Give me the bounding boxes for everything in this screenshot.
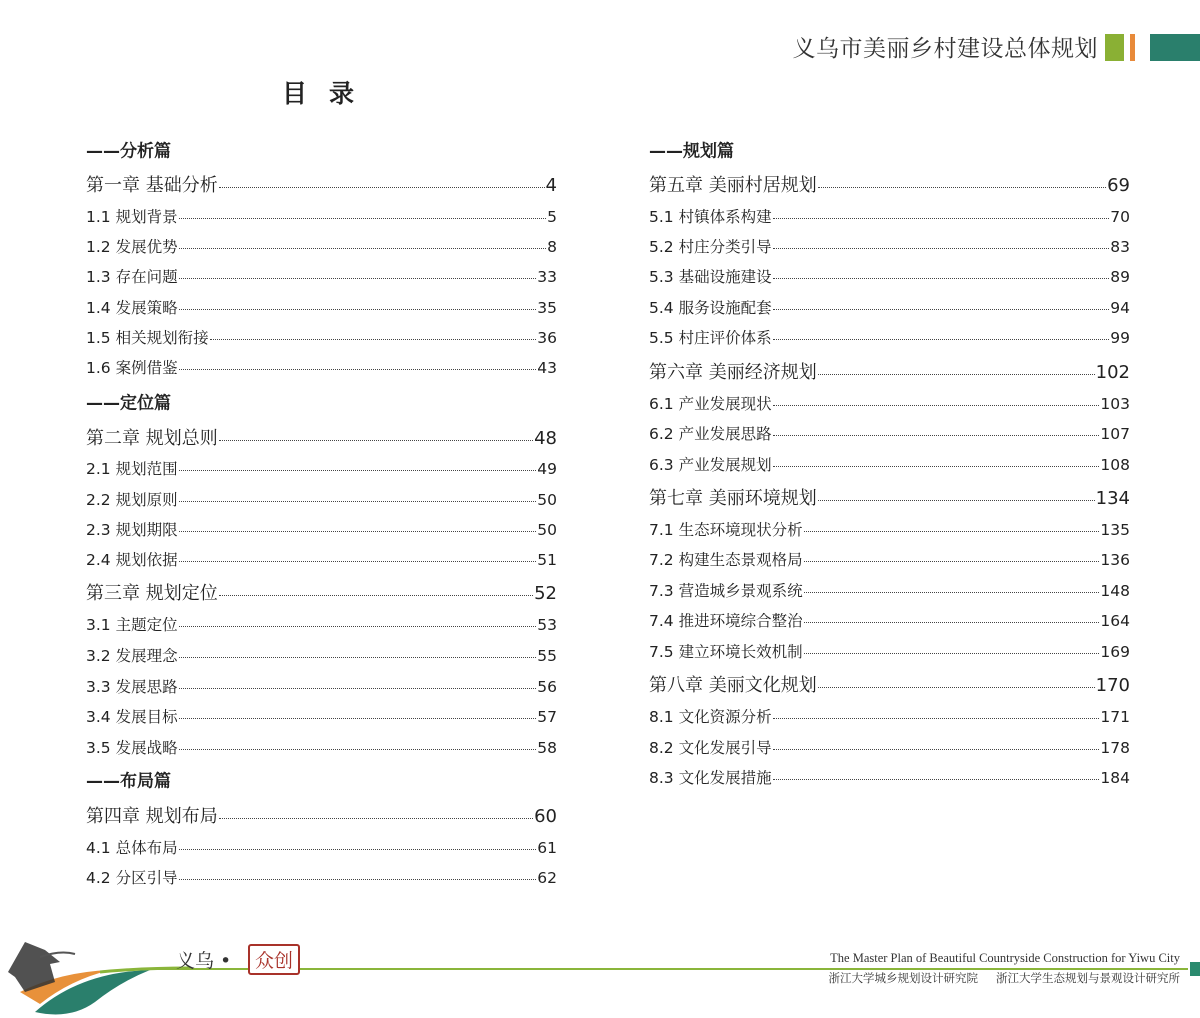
dot-leader	[773, 309, 1110, 310]
toc-page-number: 134	[1095, 488, 1130, 509]
toc-entry-label: 第四章 规划布局	[86, 806, 218, 827]
toc-section-entry[interactable]	[649, 579, 1130, 601]
toc-page-number: 107	[1100, 425, 1130, 443]
toc-entry-label: 第六章 美丽经济规划	[649, 362, 817, 383]
header-orange-bar	[1130, 34, 1135, 61]
toc-page-number: 56	[537, 678, 557, 696]
toc-entry-label: 2.2 规划原则	[86, 491, 178, 509]
toc-entry-label: 4.1 总体布局	[86, 839, 178, 857]
toc-page-number: 89	[1110, 268, 1130, 286]
toc-section-entry[interactable]	[86, 205, 557, 227]
toc-page-number: 94	[1110, 299, 1130, 317]
toc-entry-label: 5.1 村镇体系构建	[649, 208, 772, 226]
toc-section-entry[interactable]	[649, 453, 1130, 475]
toc-section-entry[interactable]	[86, 326, 557, 348]
toc-entry-label: ——定位篇	[86, 393, 171, 414]
toc-page-number: 55	[537, 647, 557, 665]
toc-page-number: 70	[1110, 208, 1130, 226]
toc-entry-label: 7.4 推进环境综合整治	[649, 612, 803, 630]
toc-entry-label: ——布局篇	[86, 771, 171, 792]
toc-entry-label: 7.1 生态环境现状分析	[649, 521, 803, 539]
toc-entry-label: 1.5 相关规划衔接	[86, 329, 209, 347]
toc-entry-label: 1.3 存在问题	[86, 268, 178, 286]
toc-entry-label: 5.3 基础设施建设	[649, 268, 772, 286]
toc-page-number: 60	[534, 806, 557, 827]
toc-entry-label: 1.1 规划背景	[86, 208, 178, 226]
dot-leader	[179, 501, 537, 502]
toc-page-number: 171	[1100, 708, 1130, 726]
toc-section-entry[interactable]	[649, 392, 1130, 414]
toc-section-entry[interactable]	[649, 766, 1130, 788]
toc-page-number: 184	[1100, 769, 1130, 787]
header-teal-bar	[1150, 34, 1200, 61]
toc-part-heading	[649, 137, 734, 162]
toc-section-entry[interactable]	[649, 296, 1130, 318]
dot-leader	[773, 248, 1110, 249]
dot-leader	[179, 470, 537, 471]
toc-chapter-entry[interactable]	[86, 424, 557, 450]
toc-entry-label: 3.2 发展理念	[86, 647, 178, 665]
toc-entry-label: 3.4 发展目标	[86, 708, 178, 726]
toc-entry-label: 第三章 规划定位	[86, 583, 218, 604]
toc-part-heading	[86, 767, 171, 792]
dot-leader	[179, 561, 537, 562]
footer-institutes	[829, 970, 1181, 986]
toc-title: 目录	[282, 79, 377, 108]
dot-leader	[773, 466, 1100, 467]
toc-section-entry[interactable]	[649, 235, 1130, 257]
toc-entry-label: 6.1 产业发展现状	[649, 395, 772, 413]
toc-section-entry[interactable]	[86, 866, 557, 888]
toc-section-entry[interactable]	[86, 736, 557, 758]
toc-entry-label: 6.3 产业发展规划	[649, 456, 772, 474]
toc-entry-label: 7.2 构建生态景观格局	[649, 551, 803, 569]
footer-corner-mark	[1190, 962, 1200, 976]
toc-page-number: 102	[1095, 362, 1130, 383]
toc-page-number: 135	[1100, 521, 1130, 539]
toc-page-number: 83	[1110, 238, 1130, 256]
toc-part-heading	[86, 137, 171, 162]
dot-leader	[179, 749, 537, 750]
toc-page-number: 8	[547, 238, 557, 256]
dot-leader	[804, 561, 1100, 562]
toc-page-number: 52	[534, 583, 557, 604]
toc-section-entry[interactable]	[649, 422, 1130, 444]
dot-leader	[804, 592, 1100, 593]
toc-section-entry[interactable]	[86, 644, 557, 666]
dot-leader	[219, 440, 533, 441]
dot-leader	[179, 218, 547, 219]
dot-leader	[179, 657, 537, 658]
toc-entry-label: 5.5 村庄评价体系	[649, 329, 772, 347]
toc-section-entry[interactable]	[86, 265, 557, 287]
dot-leader	[179, 369, 537, 370]
toc-page-number: 69	[1107, 175, 1130, 196]
dot-leader	[179, 531, 537, 532]
toc-entry-label: 7.3 营造城乡景观系统	[649, 582, 803, 600]
dot-leader	[179, 248, 547, 249]
toc-section-entry[interactable]	[649, 609, 1130, 631]
toc-entry-label: 第二章 规划总则	[86, 428, 218, 449]
toc-section-entry[interactable]	[86, 296, 557, 318]
dot-leader	[179, 278, 537, 279]
dot-leader	[773, 218, 1110, 219]
toc-section-entry[interactable]	[86, 836, 557, 858]
toc-entry-label: 5.2 村庄分类引导	[649, 238, 772, 256]
toc-section-entry[interactable]	[86, 457, 557, 479]
dot-leader	[818, 687, 1095, 688]
dot-leader	[179, 879, 537, 880]
zhongchuang-seal: 众创	[248, 944, 300, 975]
institute-1: 浙江大学城乡规划设计研究院	[828, 971, 978, 985]
toc-page-number: 48	[534, 428, 557, 449]
toc-section-entry[interactable]	[86, 613, 557, 635]
toc-entry-label: 第五章 美丽村居规划	[649, 175, 817, 196]
toc-entry-label: 5.4 服务设施配套	[649, 299, 772, 317]
toc-entry-label: 1.2 发展优势	[86, 238, 178, 256]
toc-entry-label: 3.1 主题定位	[86, 616, 178, 634]
footer-english-title: The Master Plan of Beautiful Countryside Construction for Yiwu City	[830, 951, 1180, 965]
dot-leader	[818, 374, 1095, 375]
dot-leader	[179, 309, 537, 310]
toc-section-entry[interactable]	[649, 265, 1130, 287]
toc-section-entry[interactable]	[86, 675, 557, 697]
toc-chapter-entry[interactable]	[649, 358, 1130, 384]
toc-page-number: 170	[1095, 675, 1130, 696]
toc-entry-label: ——分析篇	[86, 141, 171, 162]
toc-section-entry[interactable]	[649, 736, 1130, 758]
toc-page-number: 136	[1100, 551, 1130, 569]
toc-section-entry[interactable]	[649, 518, 1130, 540]
toc-section-entry[interactable]	[86, 235, 557, 257]
toc-page-number: 58	[537, 739, 557, 757]
toc-entry-label: 2.3 规划期限	[86, 521, 178, 539]
toc-entry-label: 1.6 案例借鉴	[86, 359, 178, 377]
dot-leader	[210, 339, 537, 340]
footer-brand-text: 义乌 •	[176, 950, 232, 972]
toc-page-number: 62	[537, 869, 557, 887]
dot-leader	[773, 435, 1100, 436]
dot-leader	[773, 405, 1100, 406]
toc-chapter-entry[interactable]	[86, 171, 557, 197]
toc-section-entry[interactable]	[86, 356, 557, 378]
toc-page-number: 61	[537, 839, 557, 857]
toc-section-entry[interactable]	[86, 518, 557, 540]
toc-page-number: 4	[545, 175, 557, 196]
toc-page-number: 53	[537, 616, 557, 634]
toc-entry-label: 8.3 文化发展措施	[649, 769, 772, 787]
toc-entry-label: 1.4 发展策略	[86, 299, 178, 317]
toc-page-number: 164	[1100, 612, 1130, 630]
toc-entry-label: 7.5 建立环境长效机制	[649, 643, 803, 661]
toc-part-heading	[86, 389, 171, 414]
toc-page-number: 103	[1100, 395, 1130, 413]
toc-entry-label: 3.3 发展思路	[86, 678, 178, 696]
toc-entry-label: 2.1 规划范围	[86, 460, 178, 478]
toc-page-number: 51	[537, 551, 557, 569]
toc-entry-label: 第七章 美丽环境规划	[649, 488, 817, 509]
dot-leader	[219, 187, 545, 188]
toc-page-number: 5	[547, 208, 557, 226]
toc-page-number: 148	[1100, 582, 1130, 600]
toc-entry-label: 3.5 发展战略	[86, 739, 178, 757]
toc-chapter-entry[interactable]	[649, 484, 1130, 510]
toc-page-number: 178	[1100, 739, 1130, 757]
toc-entry-label: 6.2 产业发展思路	[649, 425, 772, 443]
dot-leader	[179, 688, 537, 689]
document-header-title: 义乌市美丽乡村建设总体规划	[792, 36, 1098, 62]
toc-entry-label: 4.2 分区引导	[86, 869, 178, 887]
dot-leader	[818, 500, 1095, 501]
toc-chapter-entry[interactable]	[649, 171, 1130, 197]
toc-entry-label: 8.2 文化发展引导	[649, 739, 772, 757]
toc-page-number: 108	[1100, 456, 1130, 474]
dot-leader	[804, 653, 1100, 654]
toc-entry-label: 8.1 文化资源分析	[649, 708, 772, 726]
toc-section-entry[interactable]	[649, 205, 1130, 227]
dot-leader	[179, 626, 537, 627]
dot-leader	[773, 749, 1100, 750]
toc-page-number: 49	[537, 460, 557, 478]
dot-leader	[804, 531, 1100, 532]
toc-page-number: 99	[1110, 329, 1130, 347]
toc-page-number: 50	[537, 491, 557, 509]
dot-leader	[773, 718, 1100, 719]
dot-leader	[773, 278, 1110, 279]
toc-page-number: 36	[537, 329, 557, 347]
dot-leader	[818, 187, 1106, 188]
header-green-bar	[1105, 34, 1124, 61]
toc-section-entry[interactable]	[86, 548, 557, 570]
dot-leader	[804, 622, 1100, 623]
toc-entry-label: 2.4 规划依据	[86, 551, 178, 569]
dot-leader	[219, 595, 533, 596]
toc-page-number: 35	[537, 299, 557, 317]
toc-page-number: 43	[537, 359, 557, 377]
toc-section-entry[interactable]	[649, 548, 1130, 570]
toc-page-number: 169	[1100, 643, 1130, 661]
toc-entry-label: ——规划篇	[649, 141, 734, 162]
toc-entry-label: 第八章 美丽文化规划	[649, 675, 817, 696]
toc-page-number: 57	[537, 708, 557, 726]
toc-section-entry[interactable]	[86, 488, 557, 510]
toc-section-entry[interactable]	[649, 326, 1130, 348]
dot-leader	[179, 718, 537, 719]
institute-2: 浙江大学生态规划与景观设计研究所	[996, 971, 1180, 985]
dot-leader	[179, 849, 537, 850]
village-logo-icon	[0, 932, 190, 1018]
toc-page-number: 33	[537, 268, 557, 286]
toc-section-entry[interactable]	[649, 705, 1130, 727]
toc-chapter-entry[interactable]	[86, 579, 557, 605]
dot-leader	[219, 818, 533, 819]
toc-chapter-entry[interactable]	[86, 802, 557, 828]
toc-section-entry[interactable]	[86, 705, 557, 727]
toc-page-number: 50	[537, 521, 557, 539]
dot-leader	[773, 339, 1110, 340]
toc-section-entry[interactable]	[649, 640, 1130, 662]
dot-leader	[773, 779, 1100, 780]
toc-entry-label: 第一章 基础分析	[86, 175, 218, 196]
toc-chapter-entry[interactable]	[649, 671, 1130, 697]
